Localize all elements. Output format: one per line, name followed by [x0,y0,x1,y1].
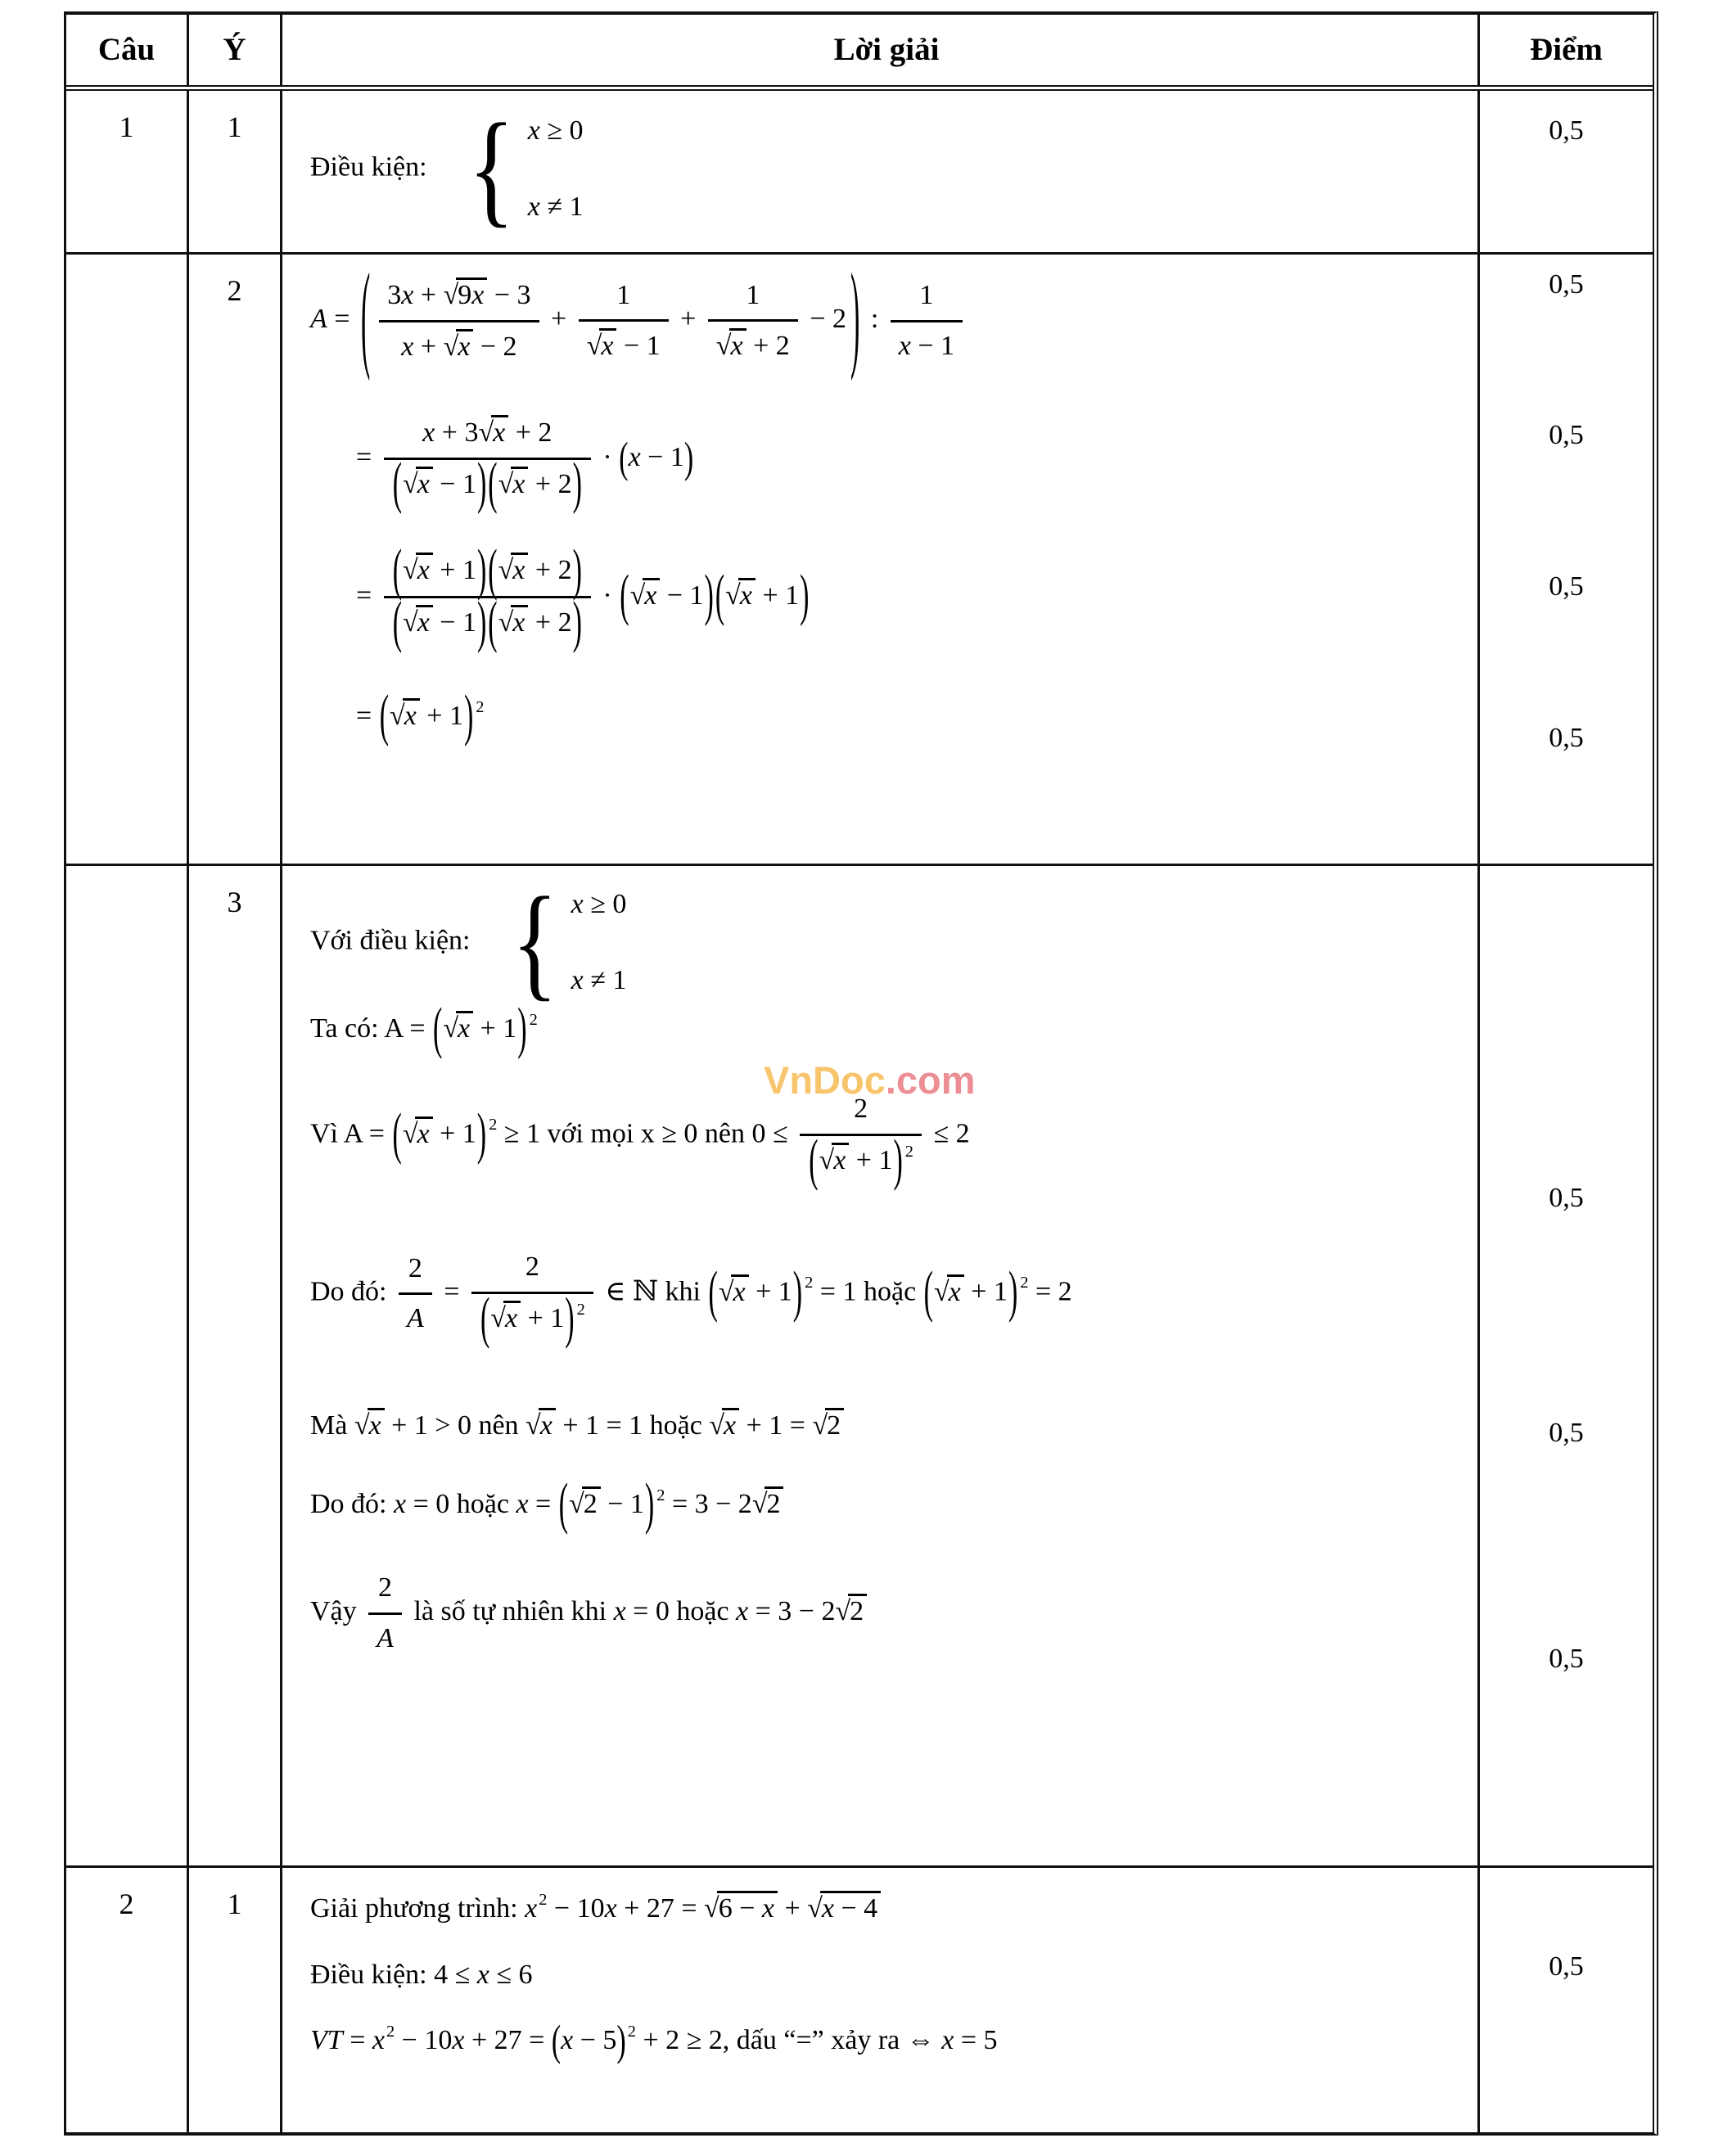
score-value: 0,5 [1549,571,1584,602]
table-row-1-2 [66,255,1653,866]
table-row-2-1 [66,1868,1653,2132]
header-diem: Điểm [1530,31,1603,67]
watermark-primary: VnDoc [764,1058,886,1102]
header-y: Ý [189,15,282,85]
solution-cell [282,255,1480,864]
y-number: 2 [189,255,282,864]
watermark-secondary: .com [885,1058,976,1102]
solution-line: Do đó: x = 0 hoặc x = ( √ 2 − 1) $^2$ = 3 − 2 √ 2 [310,1486,1463,1523]
score-value: 0,5 [1549,420,1584,450]
y-number: 1 [189,1868,282,2132]
cau-number: 1 [66,91,189,252]
table-header-row [66,15,1653,91]
header-loi-giai: Lời giải [282,15,1480,85]
solution-line: = ( √ x + 1) $^2$ [356,698,1463,735]
score-value: 0,5 [1549,1951,1584,1982]
cau-number [66,866,189,1865]
score-cell [1480,91,1653,252]
score-value: 0,5 [1549,723,1584,753]
solution-line: Do đó: $\frac{2}{A}$ = $\frac{2}{( √ x + 1) ^2}$ ∈ ℕ khi ( √ x + 1) $^2$ = 1 hoặc ( √ x + 1) $^2$ = 2 [310,1248,1463,1339]
solution-line: Mà √ x + 1 > 0 nên √ x + 1 = 1 hoặc √ x + 1 = √ 2 [310,1408,1463,1444]
solution-line: Giải phương trình: $x^2 - 10x + 27$ = √ 6 − x + √ x − 4 [310,1891,1463,1927]
solution-line: = $\frac{x + 3 √ x + 2}{( √ x - 1)( √ x + 2)}$ · (x − 1) [356,413,1463,505]
solution-line: VT = $x^2 - 10x + 27 = (x - 5)^2 + 2 \ge 2$, dấu “=” xảy ra ⇔ x = 5 [310,2018,998,2065]
score-value: 0,5 [1549,1418,1584,1448]
solution-line: Vì A = ( √ x + 1) $^2$ ≥ 1 với mọi x ≥ 0 nên 0 ≤ $\frac{2}{( √ x + 1) ^2}$ ≤ 2 [310,1090,1463,1181]
solution-cell [282,1868,1480,2132]
solution-line: Điều kiện: { x ≥ 0 x ≠ 1 [310,97,584,240]
score-value: 0,5 [1549,1183,1584,1213]
score-value: 0,5 [1549,1644,1584,1674]
table-row-1-3 [66,866,1653,1868]
y-number: 3 [189,866,282,1865]
cau-number: 2 [66,1868,189,2132]
score-cell [1480,1868,1653,2132]
header-cau: Câu [66,15,189,85]
solution-cell [282,866,1480,1865]
score-value: 0,5 [1549,269,1584,300]
solution-line: A = ( $\frac{3x + √ 9x - 3}{x + √ x - 2}$ + 1 √ x − 1 + 1 √ x + 2 − 2 ) : $\frac{1}{x - 1}$ [310,276,1463,366]
solution-line: Vậy $\frac{2}{A}$ là số tự nhiên khi x = 0 hoặc x = 3 − 2 √ 2 [310,1569,1463,1658]
score-cell [1480,255,1653,864]
score-cell [1480,866,1653,1865]
solution-line: Với điều kiện: { x ≥ 0 x ≠ 1 [310,871,627,1013]
y-number: 1 [189,91,282,252]
solution-line: Điều kiện: 4 ≤ x ≤ 6 [310,1959,533,1990]
solution-line: = $\frac{( √ x + 1)( √ x + 2)}{( √ x - 1)( √ x + 2)}$ · ( √ x − 1)( √ x + 1) [356,551,1463,644]
vndoc-watermark [764,1057,976,1105]
solution-cell [282,91,1480,252]
solution-line: Ta có: A = ( √ x + 1) $^2$ [310,1011,1463,1048]
cau-number [66,255,189,864]
table-row-1-1 [66,91,1653,255]
score-value: 0,5 [1549,115,1584,146]
